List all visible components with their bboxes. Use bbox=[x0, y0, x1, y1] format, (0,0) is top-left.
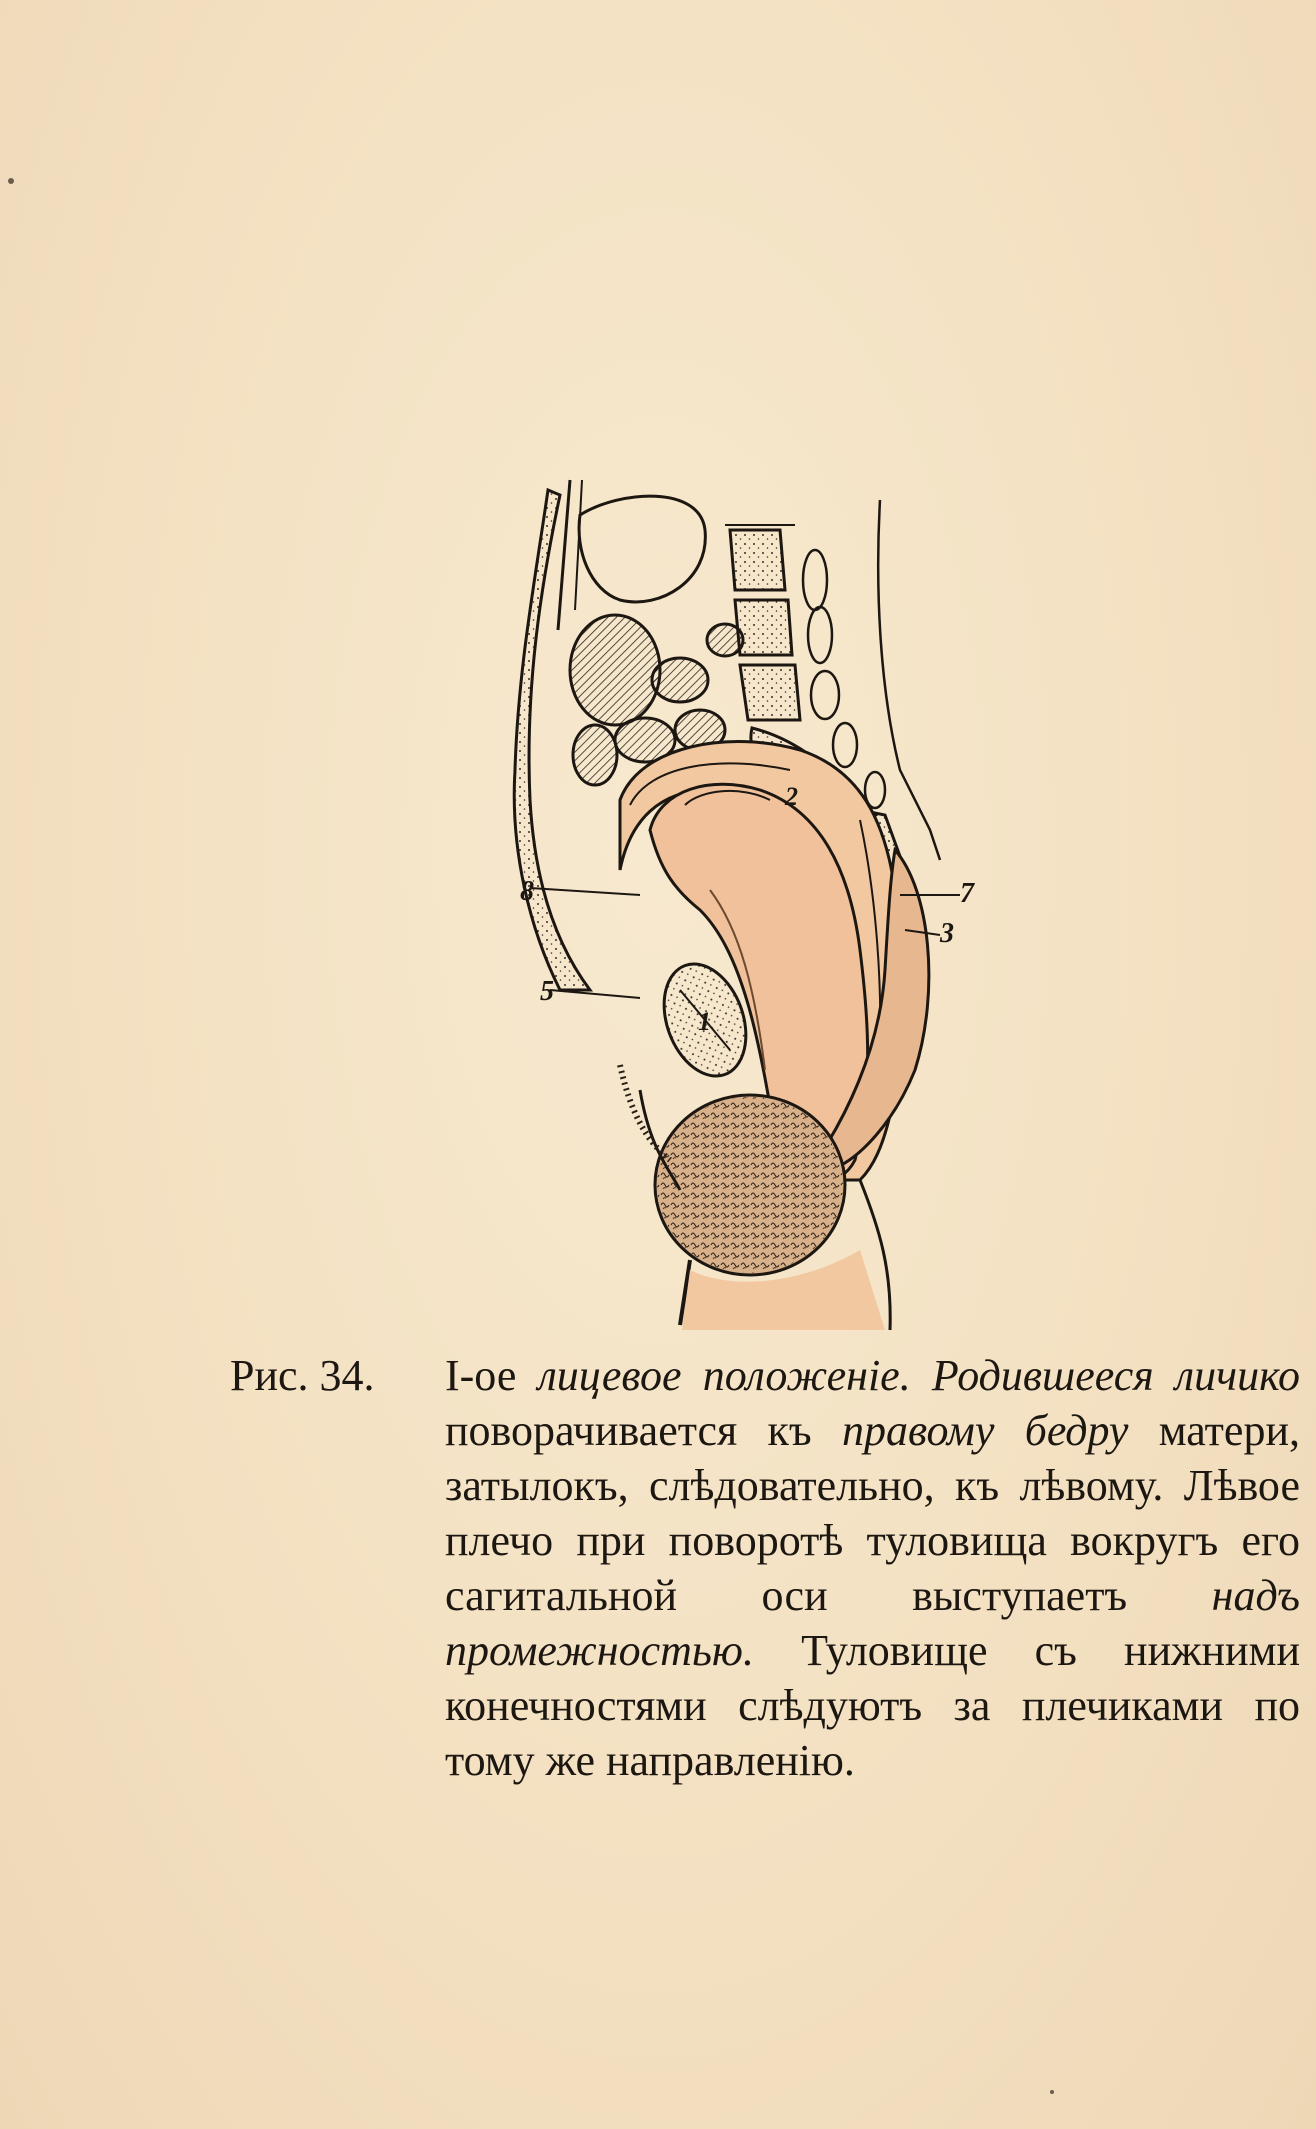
label-1: 1 bbox=[698, 1007, 711, 1036]
figure-caption bbox=[230, 1348, 1300, 1788]
caption-text bbox=[445, 1348, 1300, 1788]
label-8: 8 bbox=[520, 876, 534, 907]
caption-emphasis: лицевое положеніе. Родившееся личико bbox=[537, 1351, 1300, 1400]
caption-emphasis: надъ промежностью. bbox=[445, 1571, 1300, 1675]
label-3: 3 bbox=[940, 918, 954, 949]
label-2: 2 bbox=[785, 782, 798, 811]
intestine-loop bbox=[652, 658, 708, 702]
intestine bbox=[579, 496, 705, 602]
caption-segment: поворачивается къ bbox=[445, 1406, 842, 1455]
intestine-loop bbox=[573, 725, 617, 785]
caption-segment: матери, затылокъ, слѣдовательно, къ лѣвому. Лѣвое плечо при поворотѣ туловища вокругъ его сагитальной оси выступаетъ bbox=[445, 1406, 1300, 1620]
figure-number: Рис. 34. bbox=[230, 1351, 375, 1400]
label-5: 5 bbox=[540, 976, 554, 1007]
paper-speck bbox=[1050, 2090, 1054, 2094]
caption-emphasis: правому бедру bbox=[841, 1406, 1129, 1455]
caption-segment: Туловище съ нижними конечностями слѣдуютъ за плечиками по тому же направленію. bbox=[445, 1626, 1300, 1785]
paper-speck bbox=[8, 178, 14, 184]
anatomical-illustration bbox=[500, 470, 1040, 1330]
intestine-loop bbox=[570, 615, 660, 725]
label-7: 7 bbox=[960, 878, 974, 909]
caption-segment: I-ое bbox=[445, 1351, 538, 1400]
